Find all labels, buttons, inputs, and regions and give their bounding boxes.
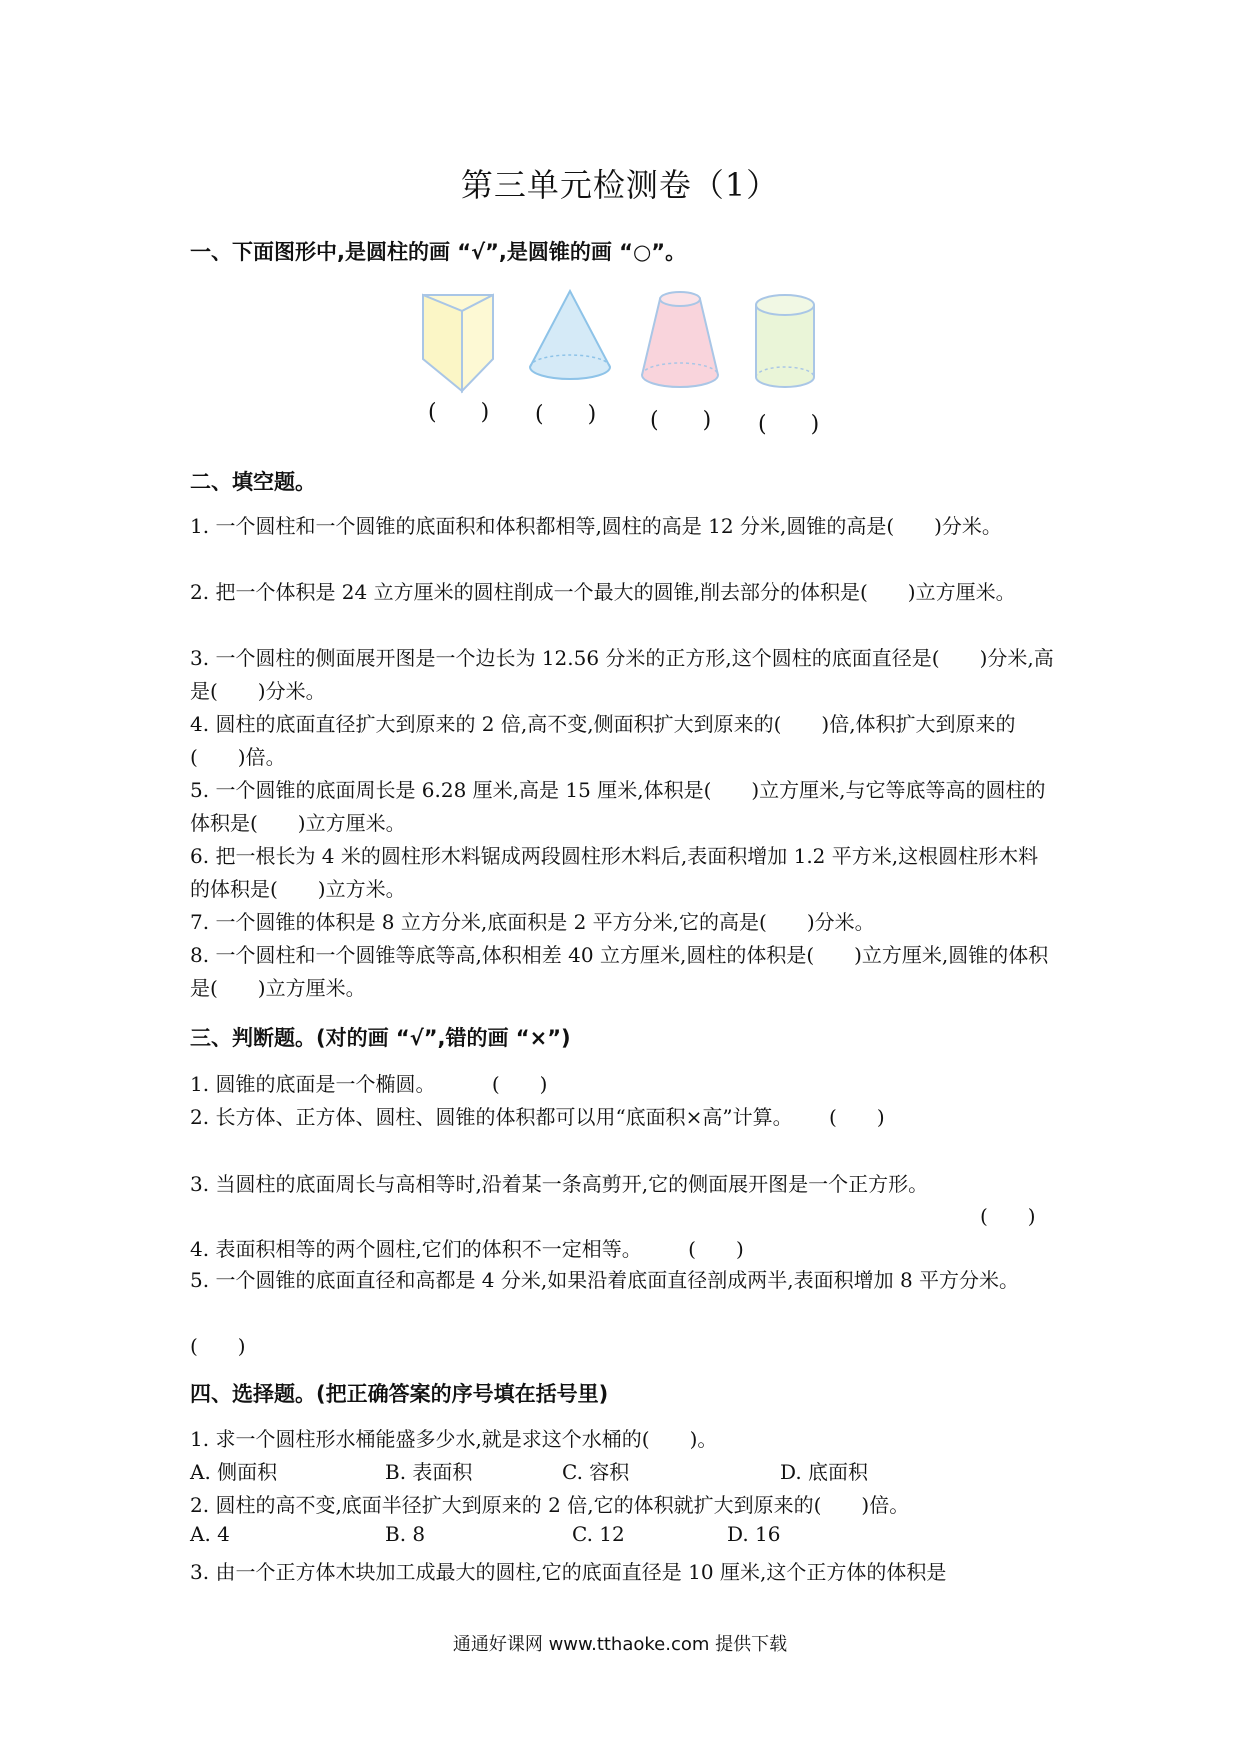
true-false-item xyxy=(190,1233,744,1262)
page-footer: 通通好课网 www.tthaoke.com 提供下载 xyxy=(452,1634,788,1655)
answer-blank[interactable]: ( ) xyxy=(535,402,597,427)
answer-blank[interactable]: ( ) xyxy=(829,1105,885,1129)
answer-blank[interactable]: ( ) xyxy=(650,408,712,433)
true-false-text: 4. 表面积相等的两个圆柱,它们的体积不一定相等。 xyxy=(190,1237,642,1261)
choice-option-d[interactable]: D. 16 xyxy=(727,1522,781,1546)
answer-blank[interactable]: ( ) xyxy=(758,412,820,437)
section-3-heading: 三、判断题。(对的画 “√”,错的画 “×”) xyxy=(190,1026,571,1050)
choice-option-c[interactable]: C. 12 xyxy=(572,1522,625,1546)
choice-option-a[interactable]: A. 4 xyxy=(190,1522,230,1546)
page-title: 第三单元检测卷（1） xyxy=(460,166,780,204)
answer-blank[interactable]: ( ) xyxy=(688,1237,744,1261)
true-false-item xyxy=(190,1068,547,1097)
true-false-item xyxy=(190,1168,928,1197)
answer-blank[interactable]: ( ) xyxy=(190,1334,246,1358)
choice-option-b[interactable]: B. 8 xyxy=(385,1522,426,1546)
choice-question: 1. 求一个圆柱形水桶能盛多少水,就是求这个水桶的( )。 xyxy=(190,1427,718,1451)
true-false-text: 5. 一个圆锥的底面直径和高都是 4 分米,如果沿着底面直径剖成两半,表面积增加 8 平方分米。 xyxy=(190,1268,1020,1292)
section-1-heading: 一、下面图形中,是圆柱的画 “√”,是圆锥的画 “○”。 xyxy=(190,240,687,264)
true-false-text: 1. 圆锥的底面是一个椭圆。 xyxy=(190,1072,436,1096)
choice-option-b[interactable]: B. 表面积 xyxy=(385,1460,473,1484)
fill-blank-item: 2. 把一个体积是 24 立方厘米的圆柱削成一个最大的圆锥,削去部分的体积是( )立方厘米。 xyxy=(190,580,1016,604)
true-false-text: 3. 当圆柱的底面周长与高相等时,沿着某一条高剪开,它的侧面展开图是一个正方形。 xyxy=(190,1172,929,1196)
fill-blank-item: 4. 圆柱的底面直径扩大到原来的 2 倍,高不变,侧面积扩大到原来的( )倍,体积扩大到原来的( )倍。 xyxy=(190,712,1016,769)
cone-icon xyxy=(525,285,615,397)
fill-blank-item: 7. 一个圆锥的体积是 8 立方分米,底面积是 2 平方分米,它的高是( )分米。 xyxy=(190,910,875,934)
fill-blank-item: 8. 一个圆柱和一个圆锥等底等高,体积相差 40 立方厘米,圆柱的体积是( )立方厘米,圆锥的体积是( )立方厘米。 xyxy=(190,943,1049,1000)
answer-blank[interactable]: ( ) xyxy=(491,1072,548,1096)
choice-option-c[interactable]: C. 容积 xyxy=(562,1460,630,1484)
frustum-icon xyxy=(638,285,722,397)
shape-figures xyxy=(0,285,1240,445)
choice-question: 2. 圆柱的高不变,底面半径扩大到原来的 2 倍,它的体积就扩大到原来的( )倍。 xyxy=(190,1493,910,1517)
choice-option-a[interactable]: A. 侧面积 xyxy=(190,1460,278,1484)
fill-blank-item: 5. 一个圆锥的底面周长是 6.28 厘米,高是 15 厘米,体积是( )立方厘米,与它等底等高的圆柱的体积是( )立方厘米。 xyxy=(190,778,1046,835)
true-false-text: 2. 长方体、正方体、圆柱、圆锥的体积都可以用“底面积×高”计算。 xyxy=(190,1105,793,1129)
choice-question: 3. 由一个正方体木块加工成最大的圆柱,它的底面直径是 10 厘米,这个正方体的体积是 xyxy=(190,1560,947,1584)
fill-blank-item: 3. 一个圆柱的侧面展开图是一个边长为 12.56 分米的正方形,这个圆柱的底面直径是( )分米,高是( )分米。 xyxy=(190,646,1054,703)
cylinder-icon xyxy=(752,291,818,403)
fill-blank-item: 1. 一个圆柱和一个圆锥的底面积和体积都相等,圆柱的高是 12 分米,圆锥的高是( )分米。 xyxy=(190,514,1002,538)
answer-blank[interactable]: ( ) xyxy=(980,1204,1036,1228)
answer-blank[interactable]: ( ) xyxy=(428,400,490,425)
triangular-prism-icon xyxy=(418,285,498,397)
choice-option-d[interactable]: D. 底面积 xyxy=(780,1460,869,1484)
true-false-item xyxy=(190,1101,885,1130)
fill-blank-item: 6. 把一根长为 4 米的圆柱形木料锯成两段圆柱形木料后,表面积增加 1.2 平方米,这根圆柱形木料的体积是( )立方米。 xyxy=(190,844,1039,901)
section-4-heading: 四、选择题。(把正确答案的序号填在括号里) xyxy=(190,1382,609,1406)
section-2-heading: 二、填空题。 xyxy=(190,470,316,494)
